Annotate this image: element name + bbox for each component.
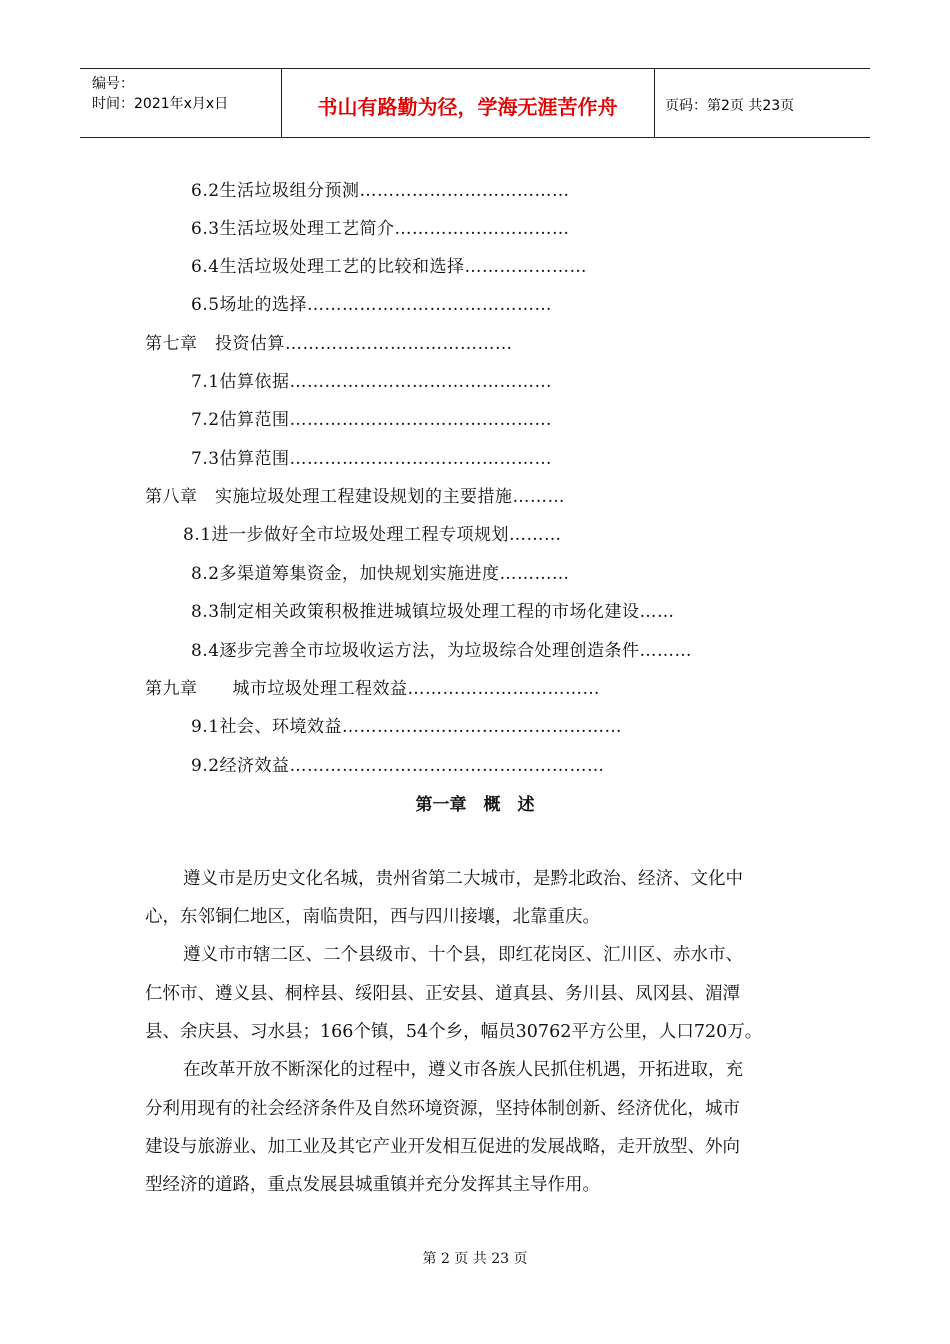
toc-item-7-2: 7.2估算范围……………………………………… xyxy=(191,410,553,430)
paragraph-line: 心，东邻铜仁地区，南临贵阳，西与四川接壤，北靠重庆。 xyxy=(145,907,600,927)
header-motto: 书山有路勤为径，学海无涯苦作舟 xyxy=(317,95,618,119)
page-header xyxy=(80,68,870,138)
toc-item-7-3: 7.3估算范围……………………………………… xyxy=(191,449,553,469)
toc-item-8-4: 8.4逐步完善全市垃圾收运方法，为垃圾综合处理创造条件……… xyxy=(191,641,693,661)
toc-item-6-4: 6.4生活垃圾处理工艺的比较和选择………………… xyxy=(191,257,588,277)
header-page-cell xyxy=(655,69,870,137)
toc-item-9-2: 9.2经济效益……………………………………………… xyxy=(191,756,605,776)
toc-item-7-1: 7.1估算依据……………………………………… xyxy=(191,372,553,392)
toc-item-9-1: 9.1社会、环境效益………………………………………… xyxy=(191,717,623,737)
header-page-number: 页码：第2页 共23页 xyxy=(665,98,795,114)
chapter-1-title: 第一章 概 述 xyxy=(415,795,535,815)
paragraph-line: 分利用现有的社会经济条件及自然环境资源，坚持体制创新、经济优化，城市 xyxy=(145,1099,740,1119)
paragraph-line: 在改革开放不断深化的过程中，遵义市各族人民抓住机遇，开拓进取，充 xyxy=(183,1060,743,1080)
header-meta-cell xyxy=(80,69,282,137)
toc-item-8-3: 8.3制定相关政策积极推进城镇垃圾处理工程的市场化建设…… xyxy=(191,602,675,622)
toc-item-6-5: 6.5场址的选择…………………………………… xyxy=(191,295,553,315)
paragraph-line: 遵义市市辖二区、二个县级市、十个县，即红花岗区、汇川区、赤水市、 xyxy=(183,945,743,965)
toc-chapter-9: 第九章 城市垃圾处理工程效益…………………………… xyxy=(145,679,600,699)
toc-item-8-1: 8.1进一步做好全市垃圾处理工程专项规划……… xyxy=(183,525,562,545)
toc-chapter-7: 第七章 投资估算………………………………… xyxy=(145,334,513,354)
paragraph-line: 建设与旅游业、加工业及其它产业开发相互促进的发展战略，走开放型、外向 xyxy=(145,1137,740,1157)
page-footer: 第 2 页 共 23 页 xyxy=(422,1251,528,1267)
document-date-label: 时间：2021年x月x日 xyxy=(92,96,229,112)
header-motto-cell xyxy=(281,69,655,137)
document-number-label: 编号： xyxy=(92,76,134,92)
toc-item-6-3: 6.3生活垃圾处理工艺简介………………………… xyxy=(191,219,570,239)
paragraph-line: 县、余庆县、习水县；166个镇，54个乡，幅员30762平方公里，人口720万。 xyxy=(145,1022,763,1042)
paragraph-line: 型经济的道路，重点发展县城重镇并充分发挥其主导作用。 xyxy=(145,1175,600,1195)
toc-item-6-2: 6.2生活垃圾组分预测……………………………… xyxy=(191,181,570,201)
paragraph-line: 遵义市是历史文化名城，贵州省第二大城市，是黔北政治、经济、文化中 xyxy=(183,869,743,889)
toc-chapter-8: 第八章 实施垃圾处理工程建设规划的主要措施……… xyxy=(145,487,565,507)
toc-item-8-2: 8.2多渠道筹集资金，加快规划实施进度………… xyxy=(191,564,570,584)
paragraph-line: 仁怀市、遵义县、桐梓县、绥阳县、正安县、道真县、务川县、凤冈县、湄潭 xyxy=(145,984,740,1004)
